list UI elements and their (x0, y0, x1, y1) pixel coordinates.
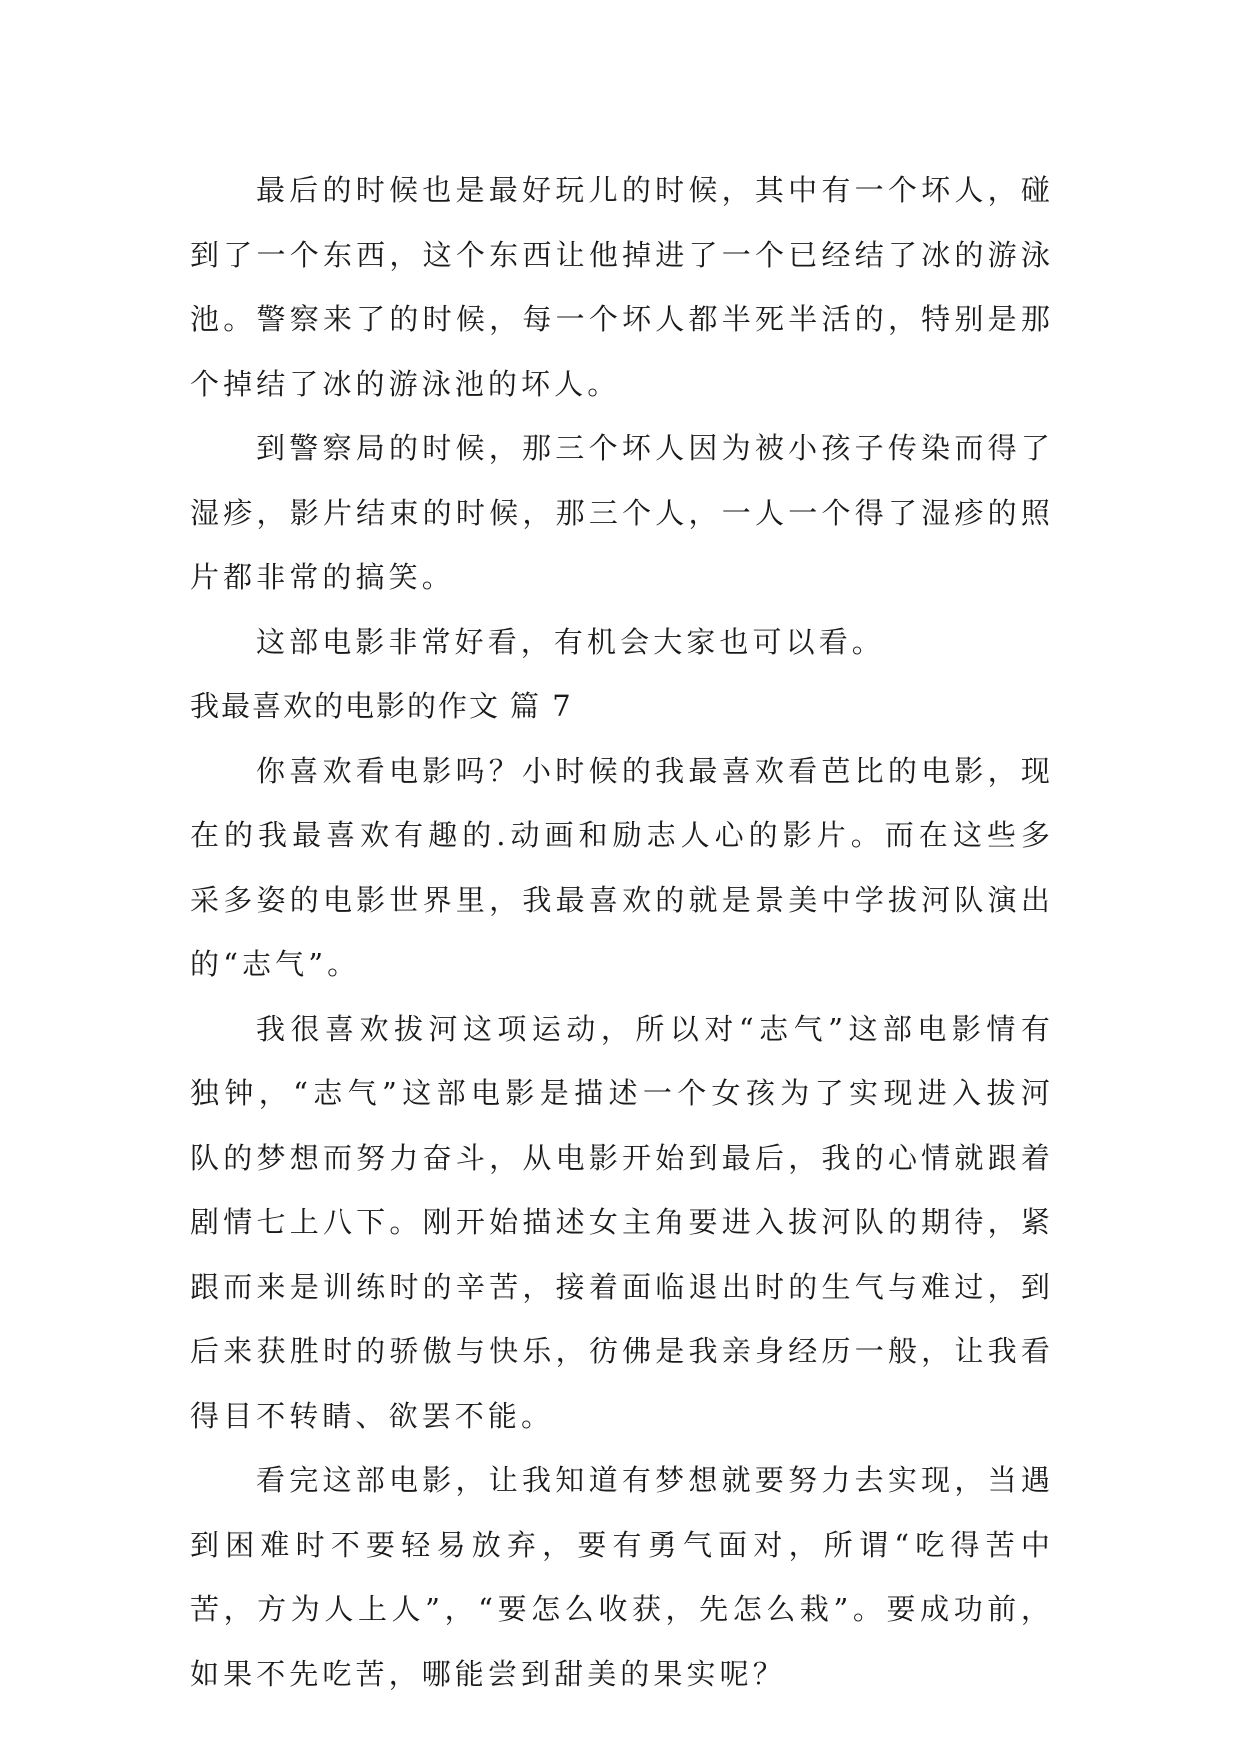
document-page (190, 158, 1054, 1706)
paragraph: 这部电影非常好看，有机会大家也可以看。 (256, 624, 885, 659)
paragraph: 看完这部电影，让我知道有梦想就要努力去实现，当遇到困难时不要轻易放弃，要有勇气面对，所谓“吃得苦中苦，方为人上人”，“要怎么收获，先怎么栽”。要成功前，如果不先吃苦，哪能尝到甜美的果实呢？ (190, 1463, 1054, 1691)
section-heading (190, 674, 1054, 739)
paragraph: 我很喜欢拔河这项运动，所以对“志气”这部电影情有独钟，“志气”这部电影是描述一个女孩为了实现进入拔河队的梦想而努力奋斗，从电影开始到最后，我的心情就跟着剧情七上八下。刚开始描述女主角要进入拔河队的期待，紧跟而来是训练时的辛苦，接着面临退出时的生气与难过，到后来获胜时的骄傲与快乐，彷佛是我亲身经历一般，让我看得目不转睛、欲罢不能。 (190, 1011, 1054, 1433)
paragraph: 到警察局的时候，那三个坏人因为被小孩子传染而得了湿疹，影片结束的时候，那三个人，一人一个得了湿疹的照片都非常的搞笑。 (190, 431, 1054, 594)
heading-title: 我最喜欢的电影的作文 (190, 689, 501, 723)
paragraph: 你喜欢看电影吗？小时候的我最喜欢看芭比的电影，现在的我最喜欢有趣的.动画和励志人心的影片。而在这些多采多姿的电影世界里，我最喜欢的就是景美中学拔河队演出的“志气”。 (190, 753, 1054, 981)
paragraph: 最后的时候也是最好玩儿的时候，其中有一个坏人，碰到了一个东西，这个东西让他掉进了一个已经结了冰的游泳池。警察来了的时候，每一个坏人都半死半活的，特别是那个掉结了冰的游泳池的坏人。 (190, 173, 1054, 401)
heading-section-number: 篇 7 (510, 689, 573, 723)
